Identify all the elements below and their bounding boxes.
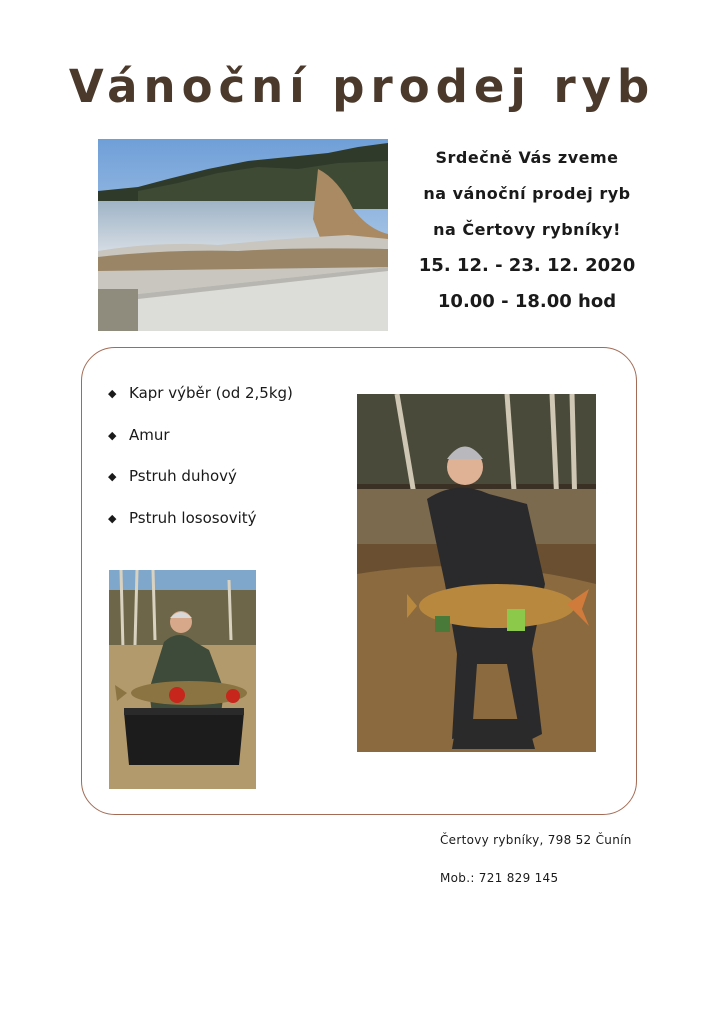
opening-hours: 10.00 - 18.00 hod bbox=[437, 291, 617, 312]
address: Čertovy rybníky, 798 52 Čunín bbox=[440, 833, 632, 847]
fisherman-carp-photo bbox=[357, 394, 596, 752]
sale-dates: 15. 12. - 23. 12. 2020 bbox=[418, 255, 636, 276]
fisherman-crate-photo bbox=[109, 570, 256, 789]
invite-line-1: Srdečně Vás zveme bbox=[435, 148, 619, 167]
invite-line-3: na Čertovy rybníky! bbox=[433, 220, 621, 239]
fish-list bbox=[108, 384, 293, 550]
list-item: ◆ Pstruh duhový bbox=[108, 467, 237, 485]
diamond-bullet-icon: ◆ bbox=[108, 511, 117, 525]
phone-number: Mob.: 721 829 145 bbox=[440, 871, 559, 885]
diamond-bullet-icon: ◆ bbox=[108, 428, 117, 442]
invitation-block bbox=[400, 140, 654, 320]
page-title: Vánoční prodej ryb bbox=[68, 60, 656, 113]
diamond-bullet-icon: ◆ bbox=[108, 387, 117, 400]
list-item: ◆ Kapr výběr (od 2,5kg) bbox=[108, 384, 293, 402]
pond-landscape-photo bbox=[98, 139, 388, 331]
list-item: ◆ Pstruh lososovitý bbox=[108, 508, 257, 527]
invite-line-2: na vánoční prodej ryb bbox=[423, 184, 631, 203]
list-item: ◆ Amur bbox=[108, 425, 170, 444]
diamond-bullet-icon: ◆ bbox=[108, 470, 117, 483]
